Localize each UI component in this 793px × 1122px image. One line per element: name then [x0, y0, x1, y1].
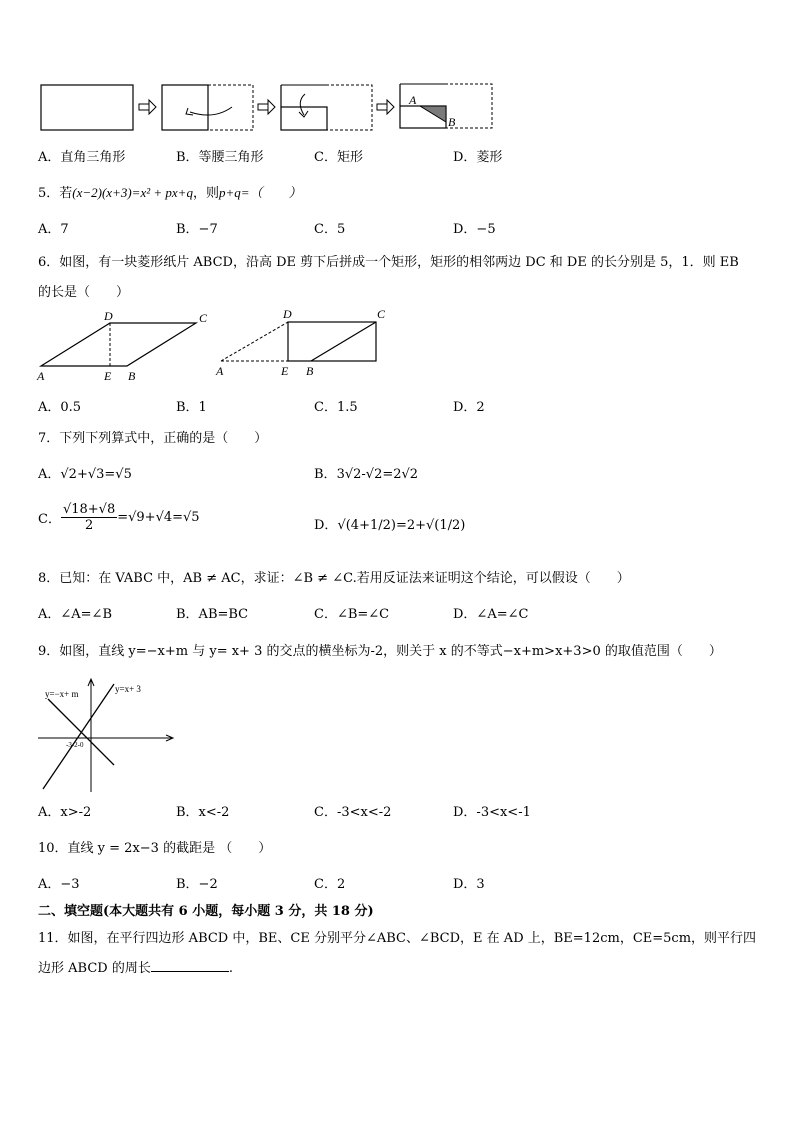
q9-tick-labels: -3-2-0 — [66, 741, 84, 749]
q10-option-c[interactable]: C．2 — [314, 877, 346, 892]
section-2-title: 二、填空题(本大题共有 6 小题，每小题 3 分，共 18 分) — [38, 904, 374, 919]
q10-option-b[interactable]: B．−2 — [176, 877, 218, 892]
q6-fig2-label-b: B — [306, 364, 314, 378]
q9-option-c[interactable]: C．-3<x<-2 — [314, 805, 392, 820]
q7-a-expr: √2+√3=√5 — [60, 467, 132, 482]
q7-c-rest: =√9+√4=√5 — [117, 510, 200, 525]
q7-c-denominator: 2 — [84, 518, 94, 533]
q4-option-d[interactable]: D．菱形 — [453, 150, 503, 165]
q6-option-c[interactable]: C．1.5 — [314, 400, 358, 415]
q9-stem: 9．如图，直线 y=−x+m 与 y= x+ 3 的交点的横坐标为-2，则关于 x 的不等式−x+m>x+3>0 的取值范围（ ） — [38, 644, 722, 659]
q5-option-b[interactable]: B．−7 — [176, 222, 218, 237]
q6-option-b[interactable]: B．1 — [176, 400, 207, 415]
q5-ask: p+q=（ ） — [218, 185, 302, 200]
q8-option-c[interactable]: C．∠B=∠C — [314, 607, 390, 622]
q8-option-d[interactable]: D．∠A=∠C — [453, 607, 529, 622]
q6-option-d[interactable]: D．2 — [453, 400, 485, 415]
q7-a-label: A． — [38, 467, 61, 482]
q8-option-a[interactable]: A．∠A=∠B — [38, 607, 113, 622]
q11-line2-suffix: . — [228, 961, 233, 976]
q4-option-a[interactable]: A．直角三角形 — [38, 150, 126, 165]
q5-option-a[interactable]: A．7 — [38, 222, 69, 237]
q9-line-pos — [43, 684, 114, 789]
q10-option-d[interactable]: D．3 — [453, 877, 485, 892]
q6-fig1-label-d: D — [104, 309, 113, 323]
q11-line2-prefix: 边形 ABCD 的周长 — [38, 961, 151, 976]
q9-label-line-pos: y=x+ 3 — [115, 684, 141, 694]
q9-option-d[interactable]: D．-3<x<-1 — [453, 805, 531, 820]
q5-prefix: 5．若 — [38, 186, 73, 201]
q7-c-numerator: √18+√8 — [62, 502, 116, 517]
q11-answer-blank[interactable] — [151, 959, 229, 972]
q7-c-label: C． — [38, 512, 61, 527]
q7-d-label: D． — [314, 518, 338, 533]
q9-label-line-neg: y=−x+ m — [45, 689, 79, 699]
q8-option-b[interactable]: B．AB=BC — [176, 607, 249, 622]
q7-stem: 7．下列下列算式中，正确的是（ ） — [38, 431, 268, 446]
q4-option-b[interactable]: B．等腰三角形 — [176, 150, 264, 165]
q8-stem: 8．已知：在 VABC 中，AB ≠ AC，求证：∠B ≠ ∠C.若用反证法来证明这个结论，可以假设（ ） — [38, 571, 630, 586]
q4-label-a: A — [409, 93, 417, 107]
q10-stem: 10．直线 y = 2x−3 的截距是 （ ） — [38, 841, 272, 856]
q6-fig1-label-a: A — [37, 369, 45, 383]
q5-expression: (x−2)(x+3)=x² + px+q — [72, 185, 193, 200]
q5-suffix: ，则 — [192, 186, 219, 201]
q6-stem-line2: 的长是（ ） — [38, 285, 130, 300]
q7-d-expr: √(4+1/2)=2+√(1/2) — [337, 518, 466, 533]
q6-fig2-label-e: E — [281, 364, 289, 378]
q6-option-a[interactable]: A．0.5 — [38, 400, 82, 415]
q11-stem-line2 — [38, 957, 233, 976]
q4-option-c[interactable]: C．矩形 — [314, 150, 363, 165]
q6-fig2-label-a: A — [216, 364, 224, 378]
q10-option-a[interactable]: A．−3 — [38, 877, 80, 892]
q11-stem-line1: 11．如图，在平行四边形 ABCD 中，BE、CE 分别平分∠ABC、∠BCD，E 在 AD 上，BE=12cm，CE=5cm，则平行四 — [38, 931, 757, 946]
q6-fig2-label-c: C — [377, 307, 386, 321]
q6-fig2-label-d: D — [283, 307, 292, 321]
q5-option-c[interactable]: C．5 — [314, 222, 346, 237]
q9-option-b[interactable]: B．x<-2 — [176, 805, 230, 820]
q6-fig1-label-c: C — [199, 311, 208, 325]
q4-label-b: B — [448, 115, 456, 129]
q7-b-expr: 3√2-√2=2√2 — [336, 467, 419, 482]
q6-fig1-label-e: E — [104, 369, 112, 383]
q6-stem-line1: 6．如图，有一块菱形纸片 ABCD，沿高 DE 剪下后拼成一个矩形，矩形的相邻两边 DC 和 DE 的长分别是 5，1．则 EB — [38, 255, 739, 270]
q9-option-a[interactable]: A．x>-2 — [38, 805, 92, 820]
q5-option-d[interactable]: D．−5 — [453, 222, 496, 237]
q6-fig1-label-b: B — [128, 369, 136, 383]
q7-b-label: B． — [314, 467, 337, 482]
